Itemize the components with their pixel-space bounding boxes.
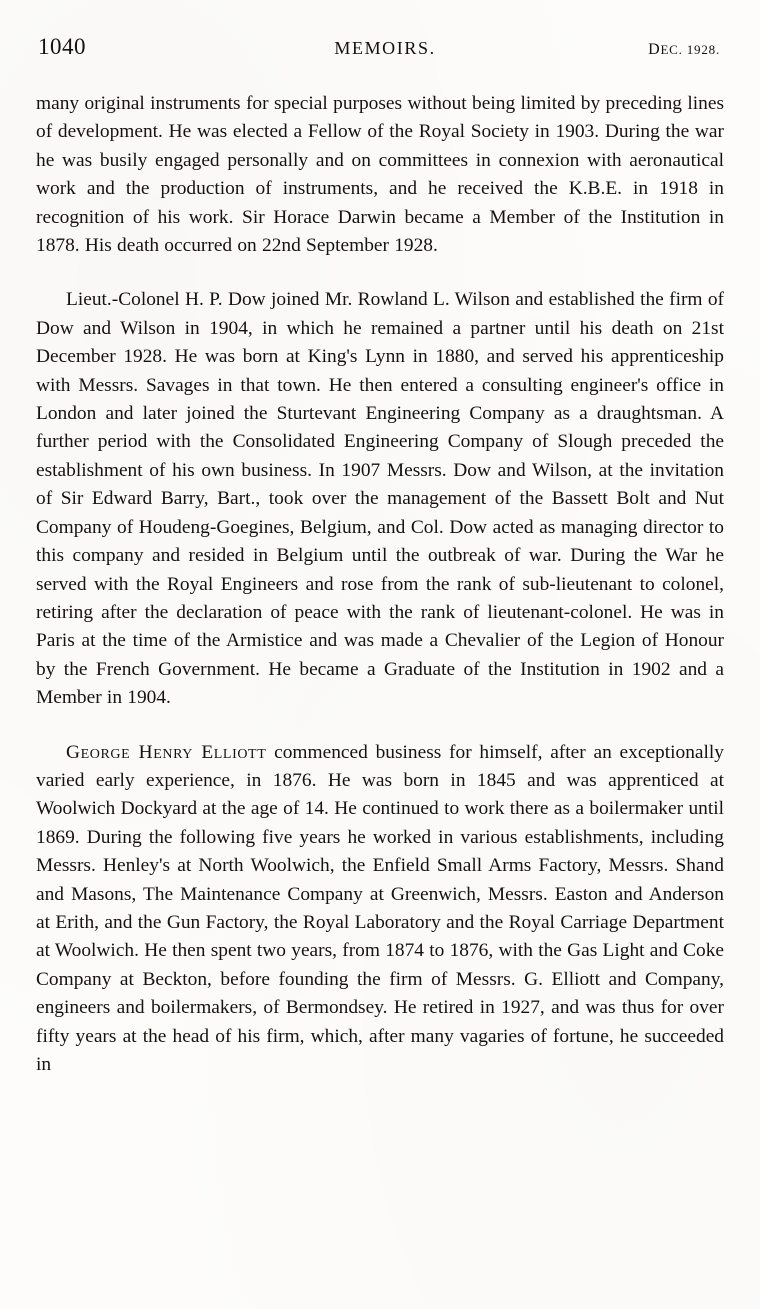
paragraph-h-p-dow: Lieut.-Colonel H. P. Dow joined Mr. Rowland L. Wilson and established the firm of Dow and Wilson in 1904, in which he remained a partner until his death on 21st December 1928. He was born at King's Lynn in 1880, and served his apprenticeship with Messrs. Savages in that town. He then entered a consulting engineer's office in London and later joined the Sturtevant Engineering Company as a draughtsman. A further period with the Consolidated Engineering Company of Slough preceded the establishment of his own business. In 1907 Messrs. Dow and Wilson, at the invitation of Sir Edward Barry, Bart., took over the management of the Bassett Bolt and Nut Company of Houdeng-Goegines, Belgium, and Col. Dow acted as managing director to this company and resided in Belgium until the outbreak of war. During the War he served with the Royal Engineers and rose from the rank of sub-lieutenant to colonel, retiring after the declaration of peace with the rank of lieutenant-colonel. He was in Paris at the time of the Armistice and was made a Chevalier of the Legion of Honour by the French Government. He became a Graduate of the Institution in 1902 and a Member in 1904. bbox=[36, 289, 724, 709]
paragraph-horace-darwin: many original instruments for special purposes without being limited by preceding lines of development. He was elected a Fellow of the Royal Society in 1903. During the war he was busily engaged personally and on committees in connexion with aeronautical work and the production of instruments, and he received the K.B.E. in 1918 in recognition of his work. Sir Horace Darwin became a Member of the Institution in 1878. His death occurred on 22nd September 1928. bbox=[36, 93, 724, 257]
memoir-subject-name: George Henry Elliott bbox=[66, 741, 267, 763]
issue-date-rest: EC. 1928. bbox=[660, 42, 720, 57]
memoir-subject-text: commenced business for himself, after an exceptionally varied early experience, in 1876. He was born in 1845 and was apprenticed at Woolwich Dockyard at the age of 14. He continued to work there as a boilermaker until 1869. During the following five years he worked in various establishments, including Messrs. Henley's at North Woolwich, the Enfield Small Arms Factory, Messrs. Shand and Masons, The Maintenance Company at Greenwich, Messrs. Easton and Anderson at Erith, and the Gun Factory, the Royal Laboratory and the Royal Carriage Department at Woolwich. He then spent two years, from 1874 to 1876, with the Gas Light and Coke Company at Beckton, before founding the firm of Messrs. G. Elliott and Company, engineers and boilermakers, of Bermondsey. He retired in 1927, and was thus for over fifty years at the head of his firm, which, after many vagaries of fortune, he succeeded in bbox=[36, 741, 724, 1075]
running-title: MEMOIRS. bbox=[334, 38, 436, 58]
paragraph-george-henry-elliott bbox=[36, 739, 724, 1080]
issue-date-initial: D bbox=[648, 41, 661, 58]
issue-date bbox=[648, 41, 720, 59]
article-body bbox=[36, 90, 724, 1079]
page-header bbox=[38, 34, 720, 60]
page-number: 1040 bbox=[38, 34, 86, 59]
